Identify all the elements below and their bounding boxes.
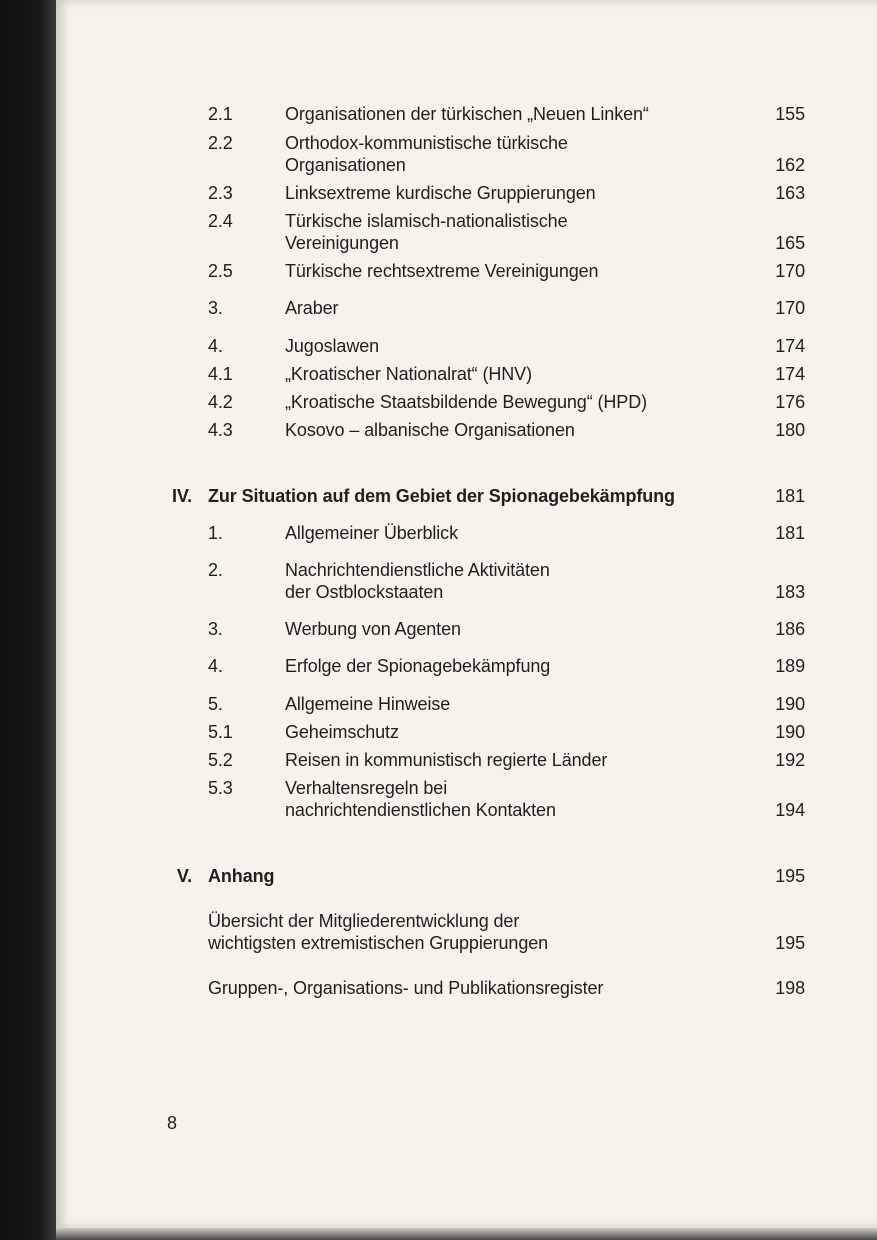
- toc-number: 2.1: [208, 104, 233, 124]
- toc-number: 2.: [208, 560, 223, 580]
- toc-page: 186: [775, 619, 805, 639]
- toc-number: 2.2: [208, 133, 233, 153]
- toc-title-continued: nachrichtendienstlichen Kontakten: [285, 800, 556, 820]
- toc-title: „Kroatischer Nationalrat“ (HNV): [285, 364, 532, 384]
- toc-number: 5.1: [208, 722, 233, 742]
- toc-title: Kosovo – albanische Organisationen: [285, 420, 575, 440]
- toc-appendix-title-continued: wichtigsten extremistischen Gruppierungen: [208, 933, 549, 953]
- toc-number: 1.: [208, 523, 223, 543]
- toc-title-continued: Vereinigungen: [285, 233, 399, 253]
- toc-chapter-number: IV.: [171, 486, 192, 506]
- toc-appendix-title: Übersicht der Mitgliederentwicklung der: [208, 911, 520, 931]
- toc-page: 198: [775, 978, 805, 998]
- toc-page: 181: [775, 486, 805, 506]
- toc-title: Türkische islamisch-nationalistische: [285, 211, 568, 231]
- toc-chapter-title: Zur Situation auf dem Gebiet der Spionagebekämpfung: [208, 486, 675, 506]
- toc-page: 194: [775, 800, 805, 820]
- toc-title-continued: der Ostblockstaaten: [285, 582, 444, 602]
- toc-number: 5.2: [208, 750, 233, 770]
- toc-title: Türkische rechtsextreme Vereinigungen: [285, 261, 599, 281]
- toc-page: 163: [775, 183, 805, 203]
- toc-title: Linksextreme kurdische Gruppierungen: [285, 183, 596, 203]
- page-number: 8: [167, 1113, 177, 1133]
- book-spine-shadow: [0, 0, 58, 1240]
- toc-page: 165: [775, 233, 805, 253]
- toc-page: 192: [775, 750, 805, 770]
- toc-page: 189: [775, 656, 805, 676]
- toc-page: 174: [775, 364, 805, 384]
- toc-title: Reisen in kommunistisch regierte Länder: [285, 750, 608, 770]
- page-bottom-edge: [56, 1228, 877, 1240]
- toc-number: 5.: [208, 694, 223, 714]
- toc-number: 5.3: [208, 778, 233, 798]
- toc-title: Orthodox-kommunistische türkische: [285, 133, 568, 153]
- toc-title-continued: Organisationen: [285, 155, 406, 175]
- toc-number: 4.3: [208, 420, 233, 440]
- toc-number: 2.4: [208, 211, 233, 231]
- toc-title: Nachrichtendienstliche Aktivitäten: [285, 560, 550, 580]
- toc-page: 195: [775, 933, 805, 953]
- toc-chapter-title: Anhang: [208, 866, 275, 886]
- toc-page: 155: [775, 104, 805, 124]
- toc-page: 181: [775, 523, 805, 543]
- toc-page: 176: [775, 392, 805, 412]
- toc-number: 4.2: [208, 392, 233, 412]
- toc-title: Araber: [285, 298, 339, 318]
- toc-chapter-number: V.: [176, 866, 192, 886]
- toc-page: 195: [775, 866, 805, 886]
- toc-page: 170: [775, 261, 805, 281]
- toc-number: 4.: [208, 336, 223, 356]
- toc-page: 190: [775, 722, 805, 742]
- toc-page: 190: [775, 694, 805, 714]
- toc-page: 170: [775, 298, 805, 318]
- toc-title: Werbung von Agenten: [285, 619, 461, 639]
- toc-number: 2.5: [208, 261, 233, 281]
- toc-title: Organisationen der türkischen „Neuen Linken“: [285, 104, 649, 124]
- toc-title: Allgemeine Hinweise: [285, 694, 451, 714]
- toc-number: 4.: [208, 656, 223, 676]
- toc-appendix-title: Gruppen-, Organisations- und Publikationsregister: [208, 978, 604, 998]
- toc-number: 4.1: [208, 364, 233, 384]
- toc-title: Jugoslawen: [285, 336, 380, 356]
- toc-title: Erfolge der Spionagebekämpfung: [285, 656, 551, 676]
- toc-page: 183: [775, 582, 805, 602]
- toc-title: Verhaltensregeln bei: [285, 778, 448, 798]
- toc-title: „Kroatische Staatsbildende Bewegung“ (HPD): [285, 392, 647, 412]
- toc-title: Allgemeiner Überblick: [285, 523, 458, 543]
- toc-page: 162: [775, 155, 805, 175]
- toc-page: 180: [775, 420, 805, 440]
- toc-number: 2.3: [208, 183, 233, 203]
- toc-number: 3.: [208, 298, 223, 318]
- toc-number: 3.: [208, 619, 223, 639]
- toc-page: 174: [775, 336, 805, 356]
- toc-title: Geheimschutz: [285, 722, 399, 742]
